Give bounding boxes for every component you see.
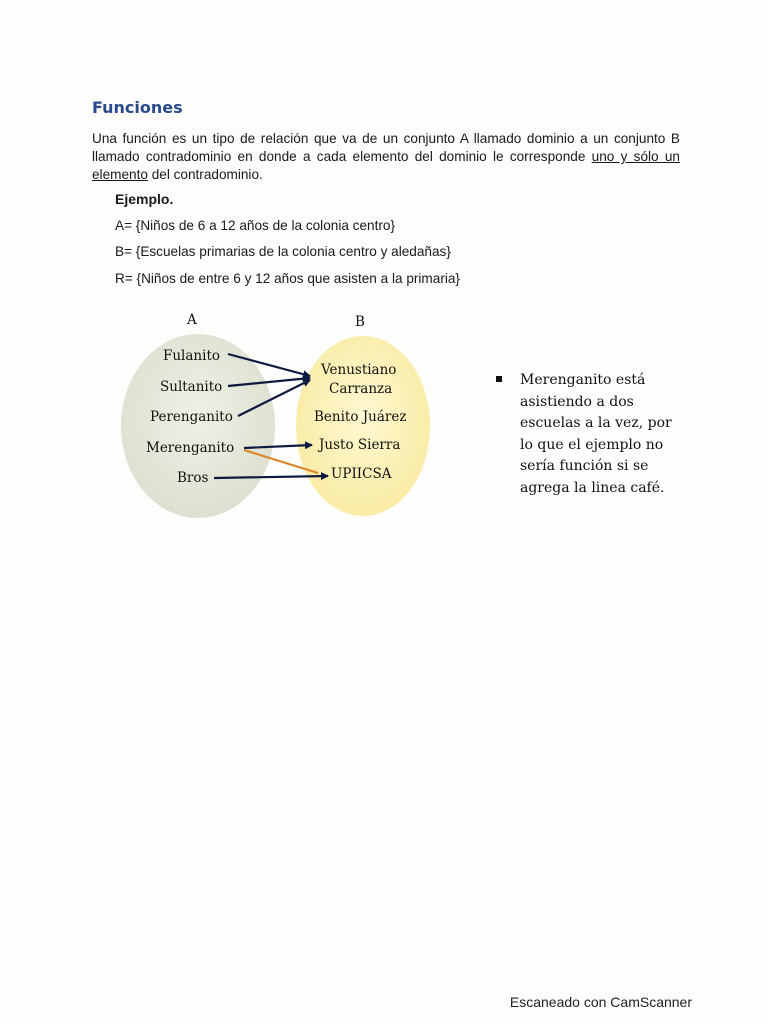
section-title: Funciones: [92, 98, 183, 117]
domain-item: Fulanito: [163, 348, 220, 364]
set-r-definition: R= {Niños de entre 6 y 12 años que asisten a la primaria}: [115, 271, 460, 286]
domain-item: Bros: [177, 470, 209, 486]
domain-item: Merenganito: [146, 440, 235, 456]
note-text: Merenganito está asistiendo a dos escuelas a la vez, por lo que el ejemplo no sería función si se agrega la linea café.: [520, 372, 672, 496]
scanner-watermark: Escaneado con CamScanner: [509, 994, 692, 1010]
domain-item: Sultanito: [160, 379, 223, 395]
definition-text-end: del contradominio.: [147, 167, 263, 182]
set-a-label: A: [187, 312, 197, 328]
definition-text-start: Una función es un tipo de relación que va de un conjunto A llamado dominio a un conjunto B llamado contradominio en donde a cada elemento del dominio le corresponde: [92, 131, 680, 164]
set-b-definition: B= {Escuelas primarias de la colonia centro y aledañas}: [115, 244, 451, 259]
codomain-item: Justo Sierra: [319, 437, 401, 453]
definition-underlined: uno y sólo un elemento: [92, 149, 680, 182]
mapping-diagram: [110, 306, 450, 526]
domain-item: Perenganito: [150, 409, 233, 425]
codomain-item: Venustiano: [321, 362, 397, 378]
bullet-square-icon: [496, 376, 502, 382]
codomain-item: Carranza: [329, 381, 393, 397]
codomain-item: Benito Juárez: [314, 409, 407, 425]
codomain-item: UPIICSA: [331, 466, 392, 482]
definition-paragraph: [92, 130, 680, 184]
note-bullet: [496, 370, 686, 499]
set-a-definition: A= {Niños de 6 a 12 años de la colonia centro}: [115, 218, 396, 233]
set-b-label: B: [355, 314, 365, 330]
example-heading: Ejemplo.: [115, 191, 174, 207]
